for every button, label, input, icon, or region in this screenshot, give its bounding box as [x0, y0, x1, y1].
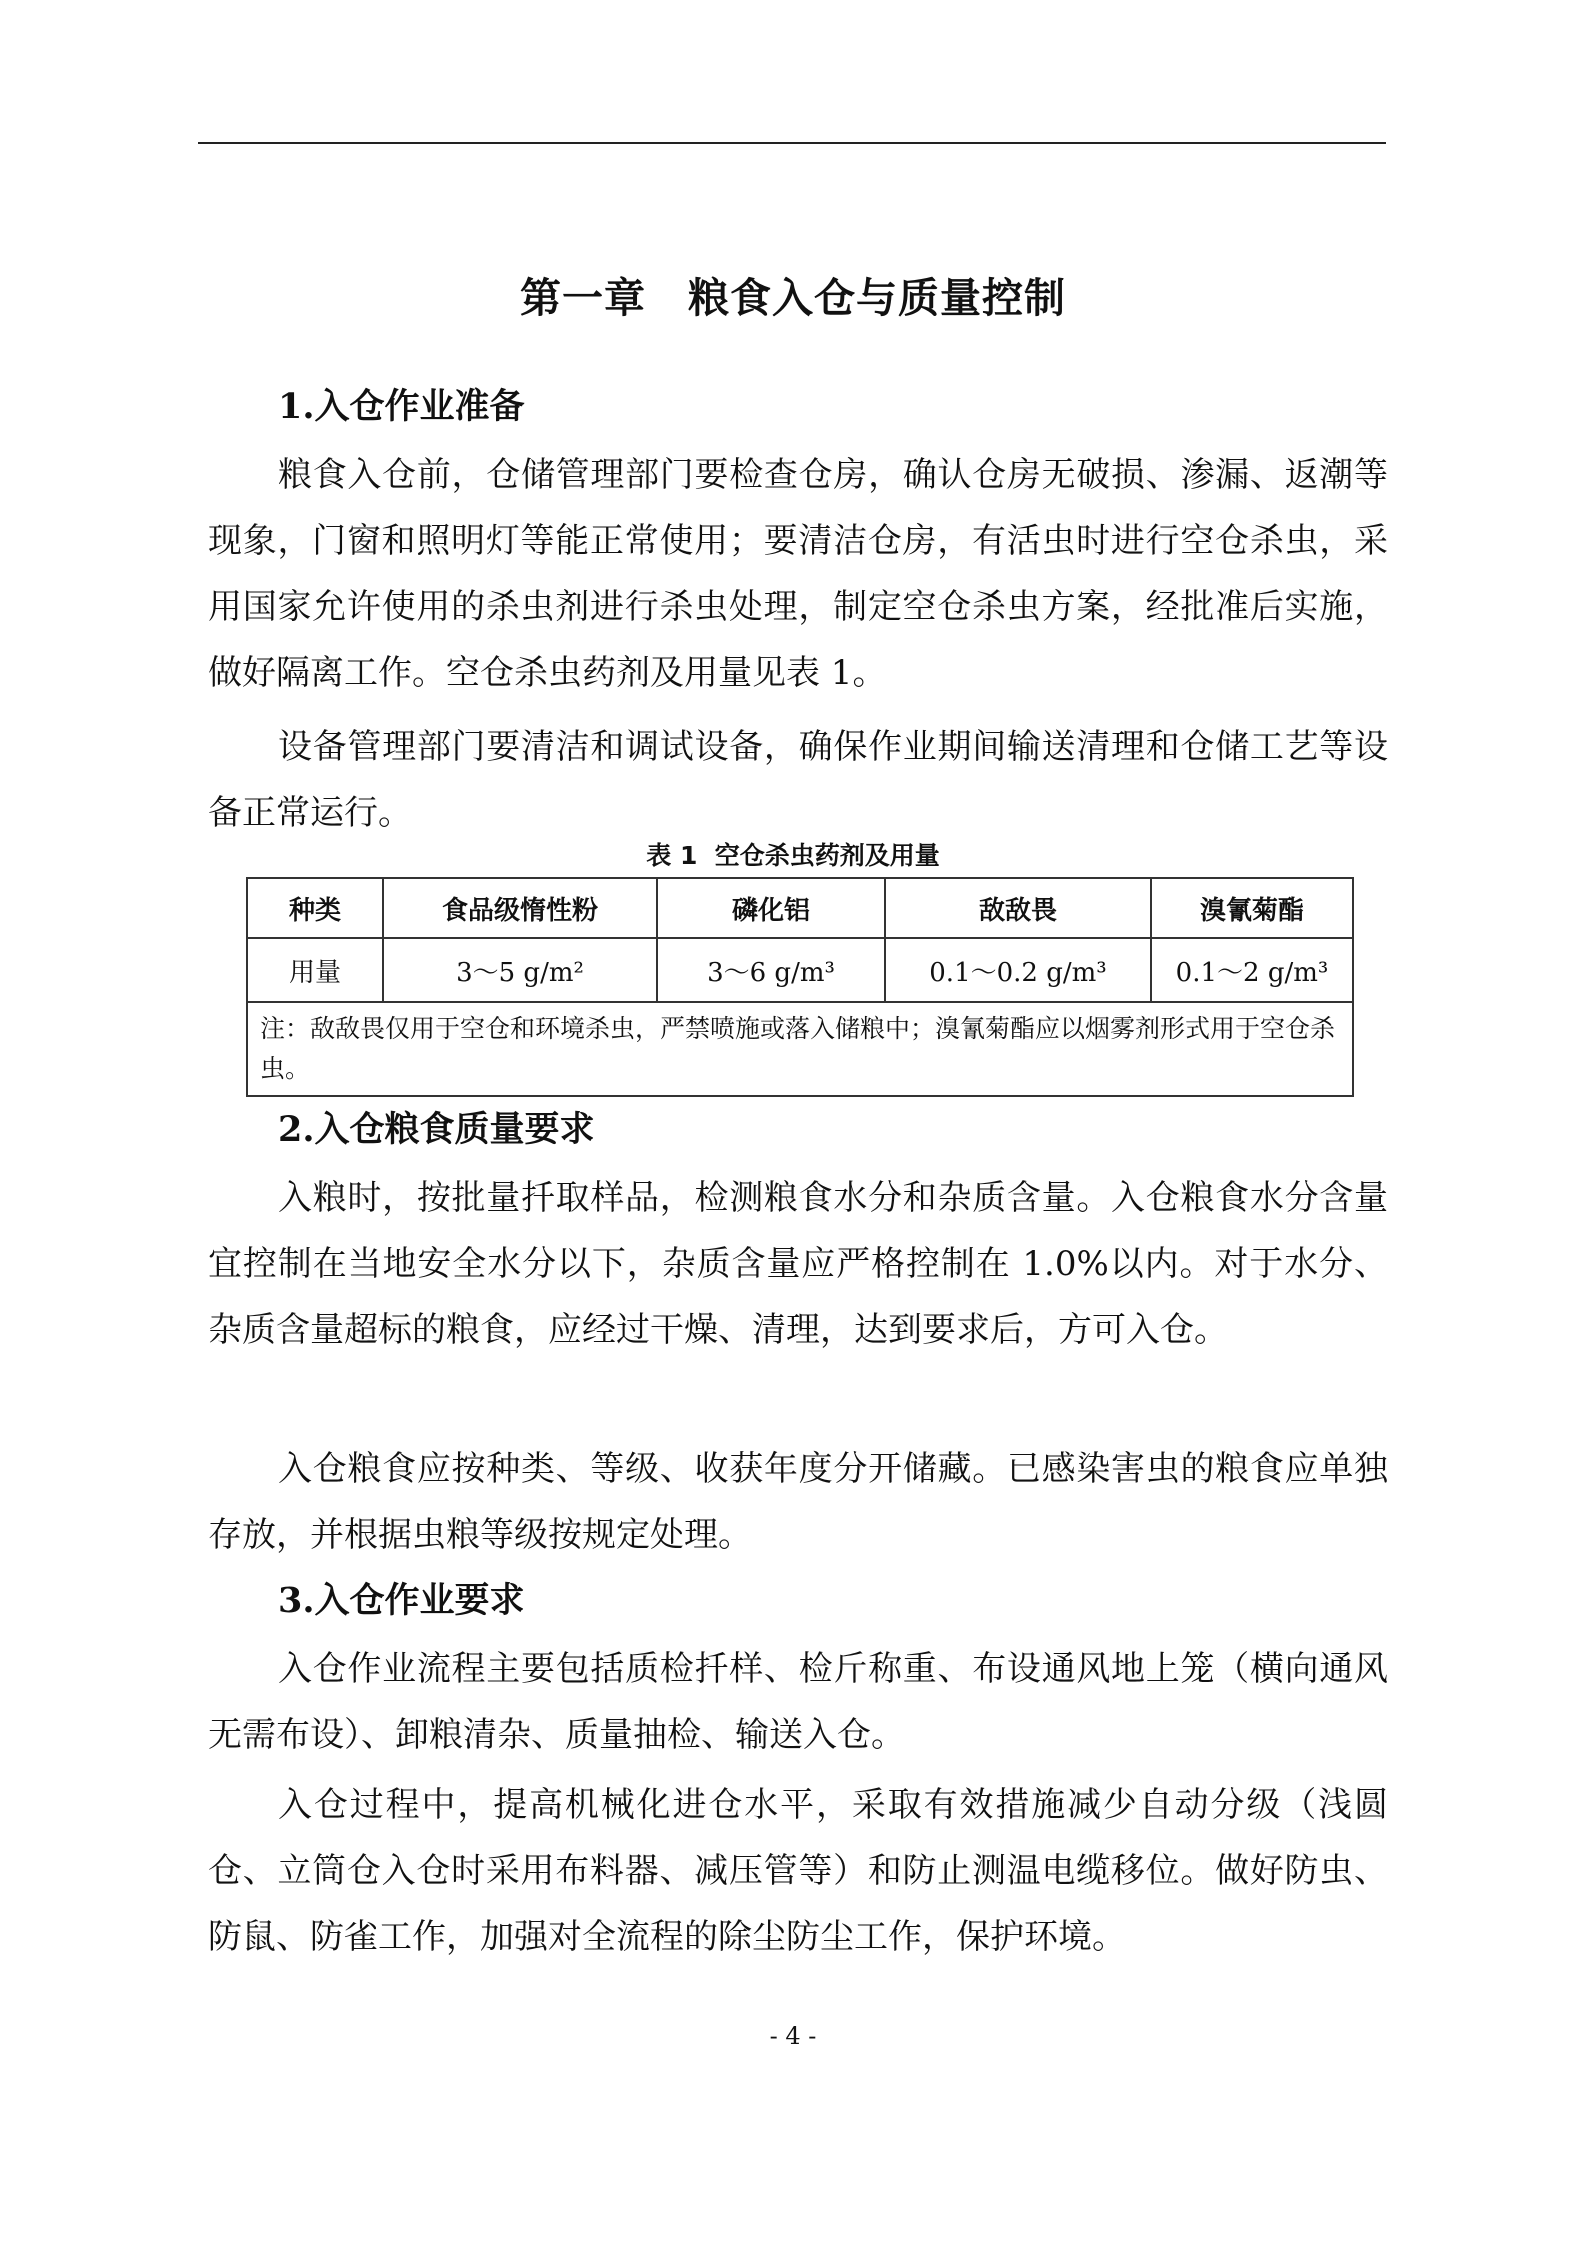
- header-rule: [198, 142, 1386, 144]
- table-caption: 表 1 空仓杀虫药剂及用量: [646, 841, 940, 870]
- section-1-heading: 1.入仓作业准备: [278, 386, 525, 427]
- section-2-paragraph-1: 入粮时，按批量扦取样品，检测粮食水分和杂质含量。入仓粮食水分含量宜控制在当地安全水分以下，杂质含量应严格控制在 1.0%以内。对于水分、杂质含量超标的粮食，应经过干燥、清理，达到要求后，方可入仓。: [208, 1178, 1388, 1350]
- insecticide-dosage-table: [246, 877, 1354, 1097]
- section-2-heading: 2.入仓粮食质量要求: [278, 1109, 595, 1150]
- table-cell: 3～5 g/m²: [383, 938, 657, 1002]
- section-3-heading: 3.入仓作业要求: [278, 1580, 525, 1621]
- page-number: - 4 -: [769, 2022, 817, 2050]
- table-note-row: [247, 1002, 1353, 1096]
- table-header-row: [247, 878, 1353, 938]
- chapter-title: 第一章 粮食入仓与质量控制: [520, 274, 1066, 322]
- section-1-paragraph-2: 设备管理部门要清洁和调试设备，确保作业期间输送清理和仓储工艺等设备正常运行。: [208, 727, 1388, 833]
- table-cell: 0.1～0.2 g/m³: [885, 938, 1151, 1002]
- table-header-cell: 敌敌畏: [885, 878, 1151, 938]
- table-cell: 0.1～2 g/m³: [1151, 938, 1353, 1002]
- section-3-paragraph-1: 入仓作业流程主要包括质检扦样、检斤称重、布设通风地上笼（横向通风无需布设）、卸粮清杂、质量抽检、输送入仓。: [208, 1649, 1388, 1755]
- table-cell: 3～6 g/m³: [657, 938, 885, 1002]
- table-header-cell: 食品级惰性粉: [383, 878, 657, 938]
- table-header-cell: 种类: [247, 878, 383, 938]
- table-header-cell: 溴氰菊酯: [1151, 878, 1353, 938]
- table-cell: 用量: [247, 938, 383, 1002]
- table-row: [247, 938, 1353, 1002]
- table-note: 注：敌敌畏仅用于空仓和环境杀虫，严禁喷施或落入储粮中；溴氰菊酯应以烟雾剂形式用于空仓杀虫。: [247, 1002, 1353, 1096]
- section-1-paragraph-1: 粮食入仓前，仓储管理部门要检查仓房，确认仓房无破损、渗漏、返潮等现象，门窗和照明灯等能正常使用；要清洁仓房，有活虫时进行空仓杀虫，采用国家允许使用的杀虫剂进行杀虫处理，制定空仓杀虫方案，经批准后实施，做好隔离工作。空仓杀虫药剂及用量见表 1。: [208, 455, 1388, 693]
- section-2-paragraph-2: 入仓粮食应按种类、等级、收获年度分开储藏。已感染害虫的粮食应单独存放，并根据虫粮等级按规定处理。: [208, 1449, 1388, 1555]
- table-header-cell: 磷化铝: [657, 878, 885, 938]
- section-3-paragraph-2: 入仓过程中，提高机械化进仓水平，采取有效措施减少自动分级（浅圆仓、立筒仓入仓时采用布料器、减压管等）和防止测温电缆移位。做好防虫、防鼠、防雀工作，加强对全流程的除尘防尘工作，保护环境。: [208, 1785, 1388, 1957]
